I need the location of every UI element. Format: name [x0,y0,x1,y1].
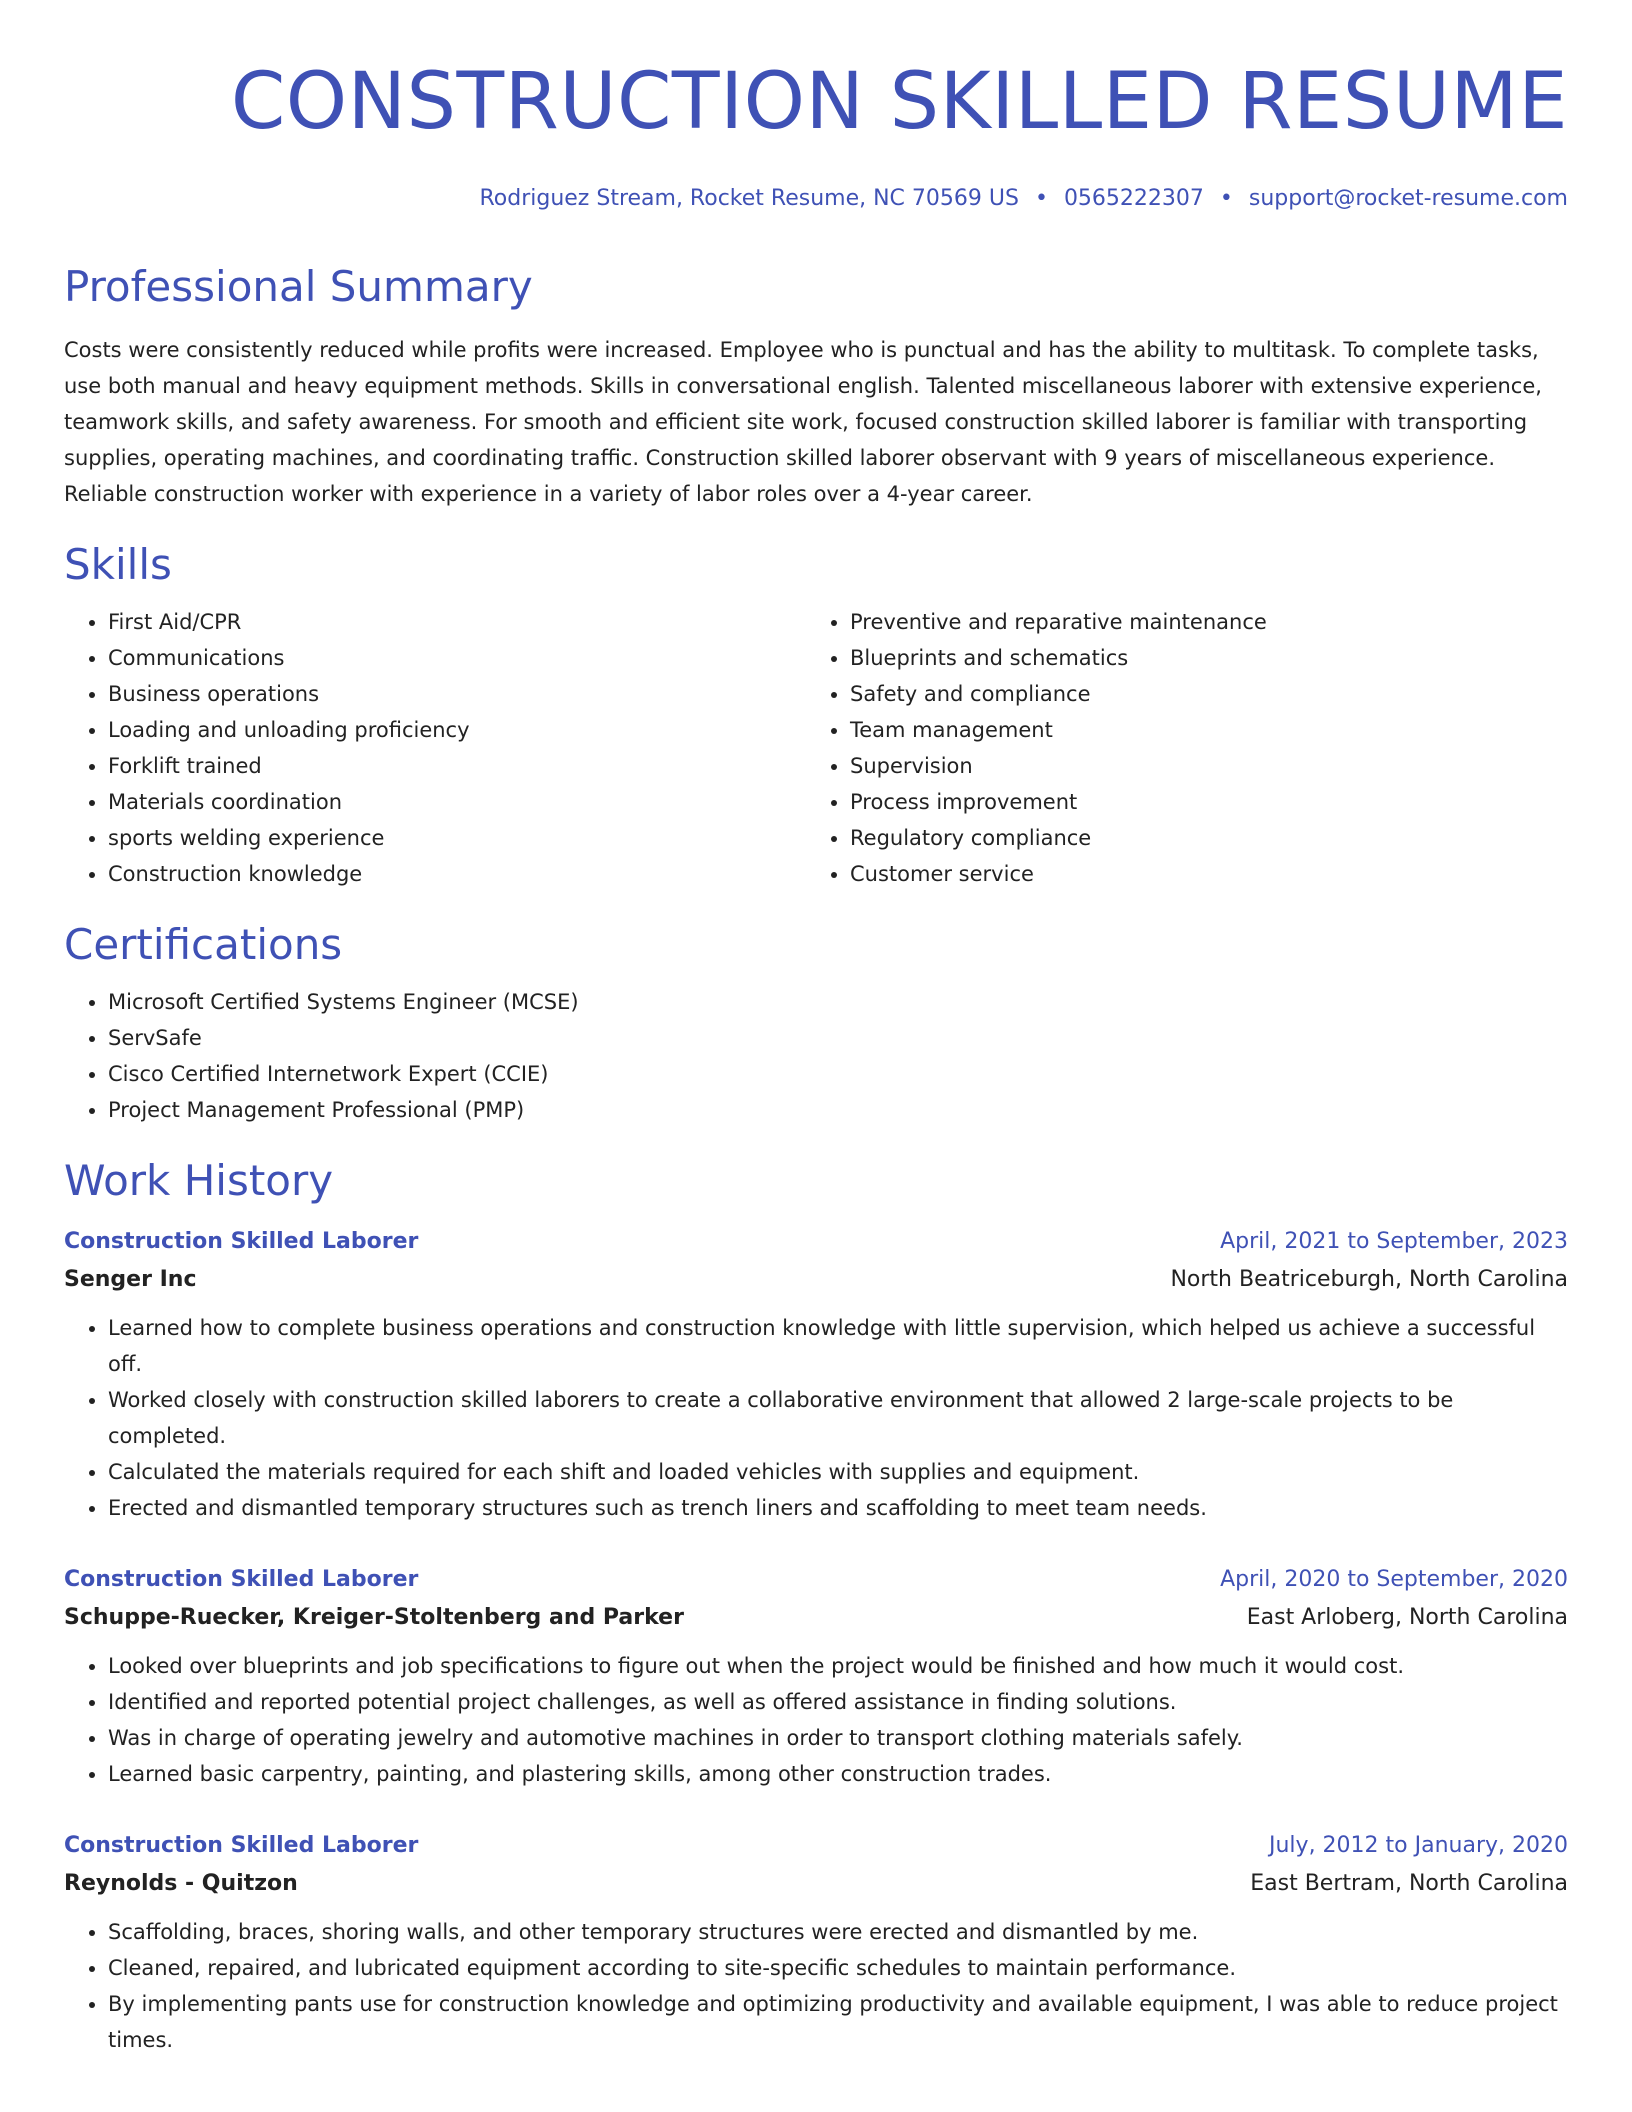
job-bullet: • Was in charge of operating jewelry and automotive machines in order to transport clothing materials safely. [108,1720,1568,1756]
job-bullet: • Learned basic carpentry, painting, and plastering skills, among other construction trades. [108,1756,1568,1792]
certification-item: • Project Management Professional (PMP) [108,1092,1568,1128]
skill-item: • sports welding experience [108,820,806,856]
contact-separator: • [1034,186,1048,211]
certification-item: • Cisco Certified Internetwork Expert (CCIE) [108,1056,1568,1092]
contact-address: Rodriguez Stream, Rocket Resume, NC 70569 US [479,186,1019,211]
skills-column-left [64,604,806,892]
job-entry [64,1224,1568,1526]
certifications-list [64,984,1568,1128]
certification-item: • Microsoft Certified Systems Engineer (MCSE) [108,984,1568,1020]
certifications-section [64,920,1568,1128]
skill-item: • Supervision [850,748,1548,784]
job-dates: July, 2012 to January, 2020 [1269,1833,1568,1858]
job-title: Construction Skilled Laborer [64,1229,419,1254]
contact-separator: • [1219,186,1233,211]
job-location: East Bertram, North Carolina [1250,1871,1568,1896]
contact-line [64,184,1568,214]
job-bullet: • Looked over blueprints and job specifications to figure out when the project would be finished and how much it would cost. [108,1648,1568,1684]
resume-page [64,0,1568,2058]
skills-list-right [806,604,1548,892]
job-bullet: • By implementing pants use for construction knowledge and optimizing productivity and available equipment, I was able to reduce project times. [108,1986,1568,2058]
skill-item: • Regulatory compliance [850,820,1548,856]
job-bullets [64,1648,1568,1792]
job-bullet: • Worked closely with construction skilled laborers to create a collaborative environment that allowed 2 large-scale projects to be completed. [108,1382,1568,1454]
job-bullets [64,1310,1568,1526]
job-entry [64,1828,1568,2058]
job-title: Construction Skilled Laborer [64,1833,419,1858]
job-bullets [64,1914,1568,2058]
skills-grid [64,604,1568,892]
job-bullet: • Identified and reported potential project challenges, as well as offered assistance in finding solutions. [108,1684,1568,1720]
skill-item: • Process improvement [850,784,1548,820]
summary-section [64,262,1568,512]
job-title: Construction Skilled Laborer [64,1567,419,1592]
job-entry [64,1562,1568,1792]
contact-phone: 0565222307 [1063,186,1204,211]
work-history-section [64,1156,1568,2058]
skill-item: • Loading and unloading proficiency [108,712,806,748]
skills-section [64,540,1568,892]
skill-item: • Communications [108,640,806,676]
job-bullet: • Erected and dismantled temporary structures such as trench liners and scaffolding to meet team needs. [108,1490,1568,1526]
job-bullet: • Scaffolding, braces, shoring walls, and other temporary structures were erected and dismantled by me. [108,1914,1568,1950]
skill-item: • Blueprints and schematics [850,640,1548,676]
contact-email: support@rocket-resume.com [1248,186,1568,211]
job-company: Schuppe-Ruecker, Kreiger-Stoltenberg and Parker [64,1605,684,1630]
certifications-heading: Certifications [64,920,343,969]
job-company: Senger Inc [64,1267,197,1292]
skill-item: • Construction knowledge [108,856,806,892]
skill-item: • Forklift trained [108,748,806,784]
job-location: East Arloberg, North Carolina [1246,1605,1568,1630]
job-company-row [64,1260,1568,1300]
skills-list-left [64,604,806,892]
job-header-row [64,1562,1568,1598]
job-location: North Beatriceburgh, North Carolina [1170,1267,1568,1292]
job-company-row [64,1598,1568,1638]
skill-item: • Customer service [850,856,1548,892]
job-company-row [64,1864,1568,1904]
skills-column-right [806,604,1548,892]
resume-title: CONSTRUCTION SKILLED RESUME [230,57,1568,147]
job-bullet: • Calculated the materials required for each shift and loaded vehicles with supplies and equipment. [108,1454,1568,1490]
job-bullet: • Cleaned, repaired, and lubricated equipment according to site-specific schedules to maintain performance. [108,1950,1568,1986]
job-header-row [64,1224,1568,1260]
skill-item: • Business operations [108,676,806,712]
summary-heading: Professional Summary [64,262,533,311]
job-bullet: • Learned how to complete business operations and construction knowledge with little supervision, which helped us achieve a successful off. [108,1310,1568,1382]
skill-item: • Preventive and reparative maintenance [850,604,1548,640]
skill-item: • Safety and compliance [850,676,1548,712]
summary-text: Costs were consistently reduced while profits were increased. Employee who is punctual and has the ability to multitask. To complete tasks, use both manual and heavy equipment methods. Skills in conversational english. Talented miscellaneous laborer with extensive experience, teamwork skills, and safety awareness. For smooth and efficient site work, focused construction skilled laborer is familiar with transporting supplies, operating machines, and coordinating traffic. Construction skilled laborer observant with 9 years of miscellaneous experience. Reliable construction worker with experience in a variety of labor roles over a 4-year career. [64,338,1542,506]
certification-item: • ServSafe [108,1020,1568,1056]
skill-item: • Team management [850,712,1548,748]
job-company: Reynolds - Quitzon [64,1871,298,1896]
job-dates: April, 2021 to September, 2023 [1220,1229,1568,1254]
job-header-row [64,1828,1568,1864]
job-dates: April, 2020 to September, 2020 [1220,1567,1568,1592]
skill-item: • First Aid/CPR [108,604,806,640]
skill-item: • Materials coordination [108,784,806,820]
skills-heading: Skills [64,540,172,589]
work-history-heading: Work History [64,1156,334,1205]
